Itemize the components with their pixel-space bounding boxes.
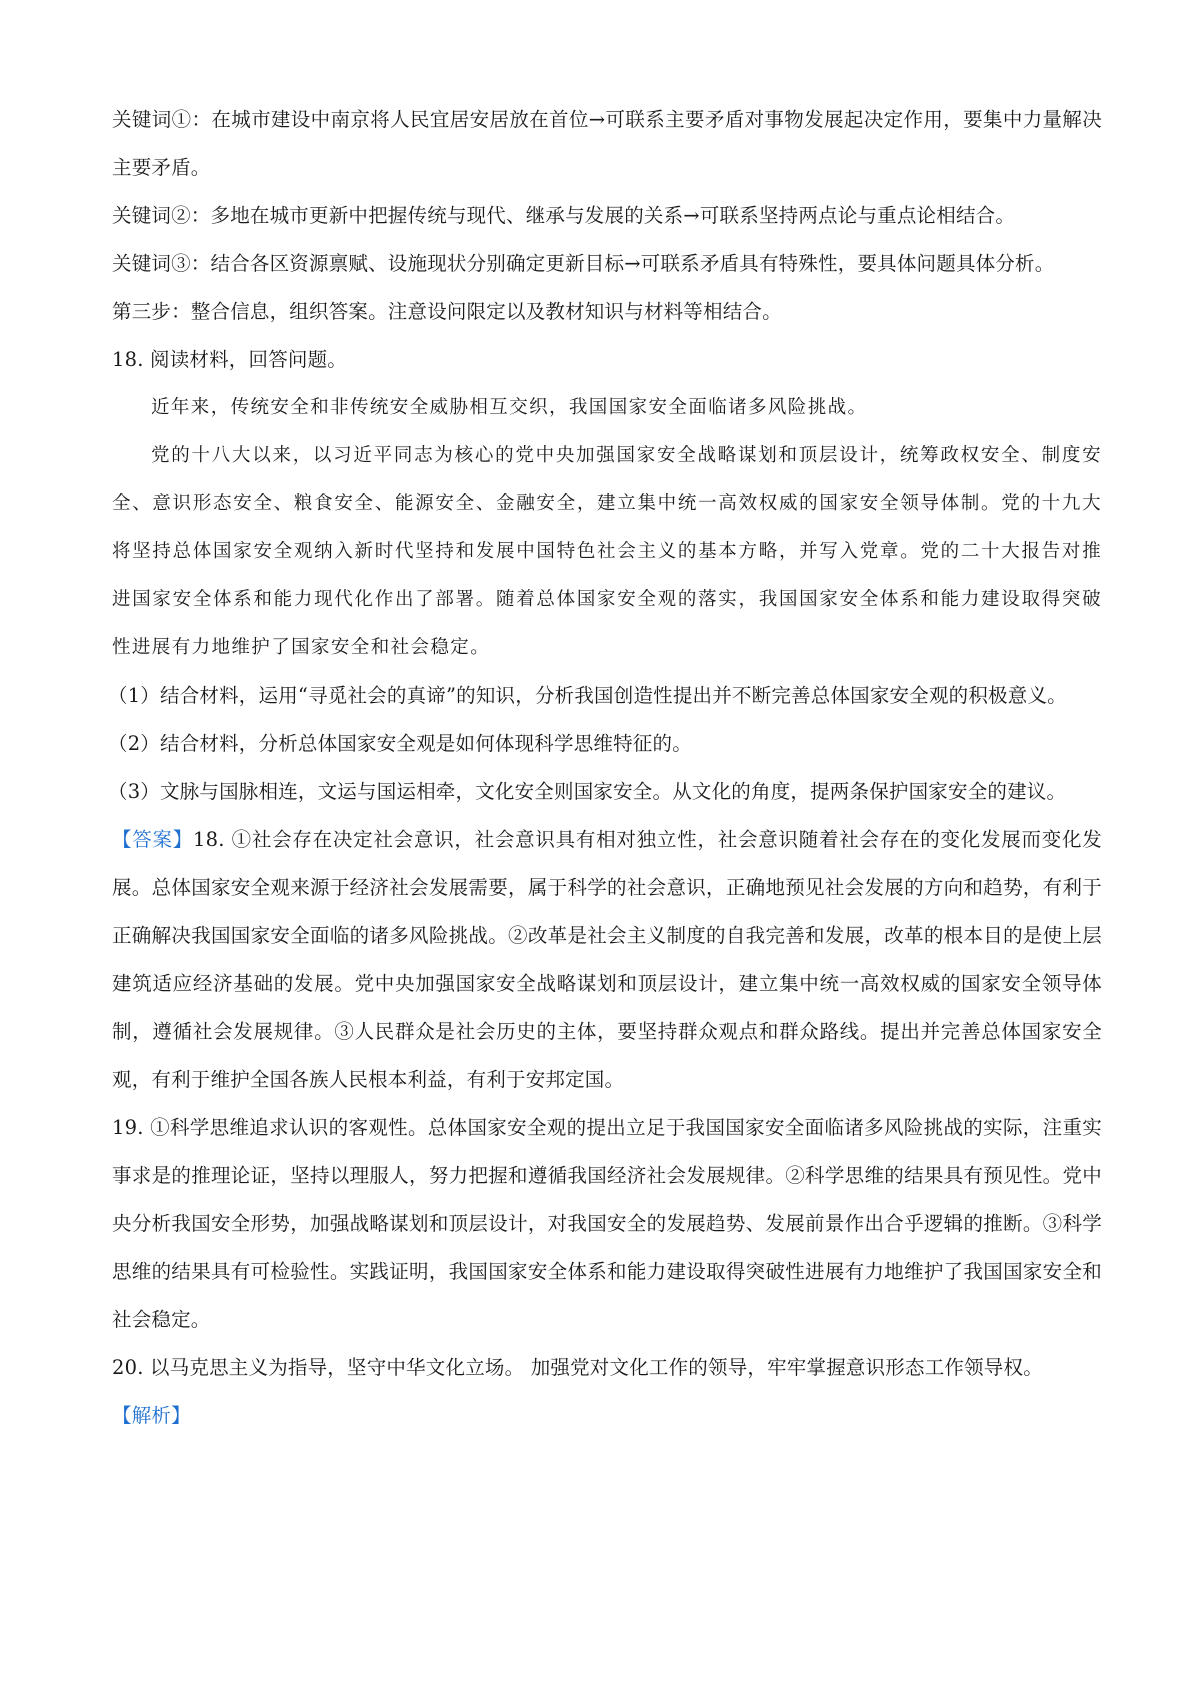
answer-19-paragraph: 19. ①科学思维追求认识的客观性。总体国家安全观的提出立足于我国国家安全面临诸多风险挑战的实际，注重实事求是的推理论证，坚持以理服人，努力把握和遵循我国经济社会发展规律。②科学思维的结果具有预见性。党中央分析我国安全形势，加强战略谋划和顶层设计，对我国安全的发展趋势、发展前景作出合乎逻辑的推断。③科学思维的结果具有可检验性。实践证明，我国国家安全体系和能力建设取得突破性进展有力地维护了我国国家安全和社会稳定。 — [112, 1116, 1102, 1331]
sub-question-3: （3）文脉与国脉相连，文运与国运相牵，文化安全则国家安全。从文化的角度，提两条保护国家安全的建议。 — [108, 780, 1067, 803]
answer-18-paragraph — [112, 816, 1102, 1104]
material-paragraph-2: 党的十八大以来，以习近平同志为核心的党中央加强国家安全战略谋划和顶层设计，统筹政权安全、制度安全、意识形态安全、粮食安全、能源安全、金融安全，建立集中统一高效权威的国家安全领导体制。党的十九大将坚持总体国家安全观纳入新时代坚持和发展中国特色社会主义的基本方略，并写入党章。党的二十大报告对推进国家安全体系和能力现代化作出了部署。随着总体国家安全观的落实，我国国家安全体系和能力建设取得突破性进展有力地维护了国家安全和社会稳定。 — [112, 445, 1102, 658]
answer-18-text: 18. ①社会存在决定社会意识，社会意识具有相对独立性，社会意识随着社会存在的变化发展而变化发展。总体国家安全观来源于经济社会发展需要，属于科学的社会意识，正确地预见社会发展的方向和趋势，有利于正确解决我国国家安全面临的诸多风险挑战。②改革是社会主义制度的自我完善和发展，改革的根本目的是使上层建筑适应经济基础的发展。党中央加强国家安全战略谋划和顶层设计，建立集中统一高效权威的国家安全领导体制，遵循社会发展规律。③人民群众是社会历史的主体，要坚持群众观点和群众路线。提出并完善总体国家安全观，有利于维护全国各族人民根本利益，有利于安邦定国。 — [112, 828, 1102, 1091]
step-3-paragraph: 第三步：整合信息，组织答案。注意设问限定以及教材知识与材料等相结合。 — [112, 300, 782, 323]
analysis-tag: 【解析】 — [112, 1404, 191, 1427]
sub-question-2: （2）结合材料，分析总体国家安全观是如何体现科学思维特征的。 — [108, 732, 692, 755]
question-18-title: 18. 阅读材料，回答问题。 — [112, 348, 348, 371]
keyword-2-paragraph: 关键词②：多地在城市更新中把握传统与现代、继承与发展的关系→可联系坚持两点论与重点论相结合。 — [112, 204, 1016, 227]
keyword-1-paragraph: 关键词①：在城市建设中南京将人民宜居安居放在首位→可联系主要矛盾对事物发展起决定作用，要集中力量解决主要矛盾。 — [112, 108, 1102, 179]
material-paragraph-1: 近年来，传统安全和非传统安全威胁相互交织，我国国家安全面临诸多风险挑战。 — [151, 397, 868, 418]
keyword-3-paragraph: 关键词③：结合各区资源禀赋、设施现状分别确定更新目标→可联系矛盾具有特殊性，要具体问题具体分析。 — [112, 252, 1055, 275]
document-page — [108, 96, 1102, 1440]
answer-20-paragraph: 20. 以马克思主义为指导，坚守中华文化立场。 加强党对文化工作的领导，牢牢掌握意识形态工作领导权。 — [112, 1356, 1043, 1379]
answer-tag: 【答案】 — [112, 828, 194, 851]
sub-question-1: （1）结合材料，运用“寻觅社会的真谛”的知识，分析我国创造性提出并不断完善总体国家安全观的积极意义。 — [108, 684, 1067, 707]
